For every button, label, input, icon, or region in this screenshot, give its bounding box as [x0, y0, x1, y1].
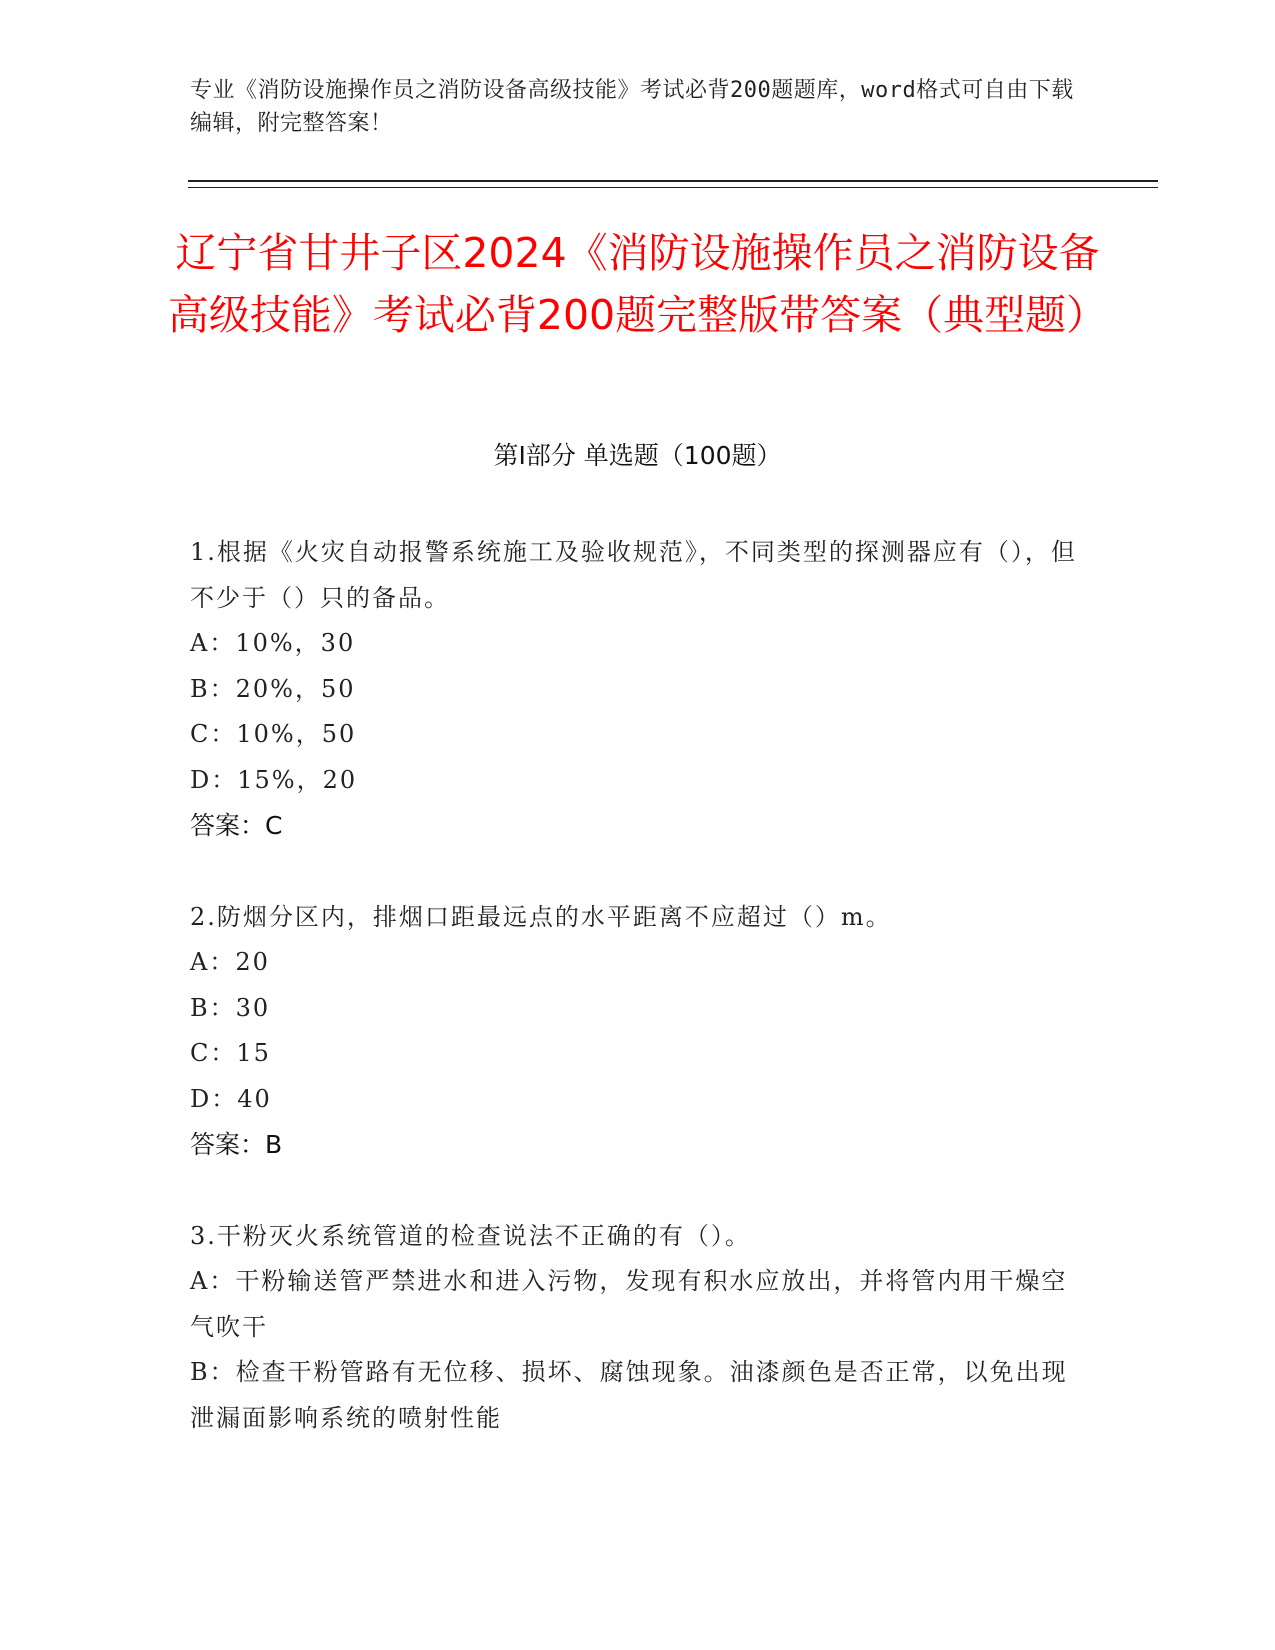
option-b: B：20%，50	[190, 674, 356, 703]
header-divider-thick	[188, 180, 1158, 182]
answer-label: 答案：C	[190, 811, 283, 840]
header-divider-thin	[188, 187, 1158, 188]
header-note: 专业《消防设施操作员之消防设备高级技能》考试必背200题题库，word格式可自由下载编辑，附完整答案！	[190, 78, 1074, 136]
document-title: 辽宁省甘井子区2024《消防设施操作员之消防设备高级技能》考试必背200题完整版带答案（典型题）	[167, 229, 1108, 339]
option-b: B：30	[190, 993, 271, 1022]
option-a: A：干粉输送管严禁进水和进入污物，发现有积水应放出，并将管内用干燥空气吹干	[190, 1267, 1068, 1341]
option-b: B：检查干粉管路有无位移、损坏、腐蚀现象。油漆颜色是否正常，以免出现泄漏面影响系统的喷射性能	[190, 1358, 1068, 1432]
option-a: A：10%，30	[190, 629, 356, 657]
option-c: C：15	[190, 1039, 271, 1067]
question-3	[190, 1214, 1080, 1442]
option-d: D：15%，20	[190, 765, 358, 794]
question-2	[190, 895, 1080, 1168]
option-a: A：20	[190, 948, 270, 976]
question-stem: 1.根据《火灾自动报警系统施工及验收规范》，不同类型的探测器应有（），但不少于（）只的备品。	[190, 538, 1077, 612]
option-d: D：40	[190, 1084, 272, 1113]
question-stem: 3.干粉灭火系统管道的检查说法不正确的有（）。	[190, 1221, 751, 1250]
answer-label: 答案：B	[190, 1130, 283, 1159]
question-list	[190, 530, 1080, 1487]
option-c: C：10%，50	[190, 720, 357, 748]
question-stem: 2.防烟分区内，排烟口距最远点的水平距离不应超过（）m。	[190, 902, 892, 931]
question-1	[190, 530, 1080, 849]
section-title: 第Ⅰ部分 单选题（100题）	[493, 441, 782, 470]
